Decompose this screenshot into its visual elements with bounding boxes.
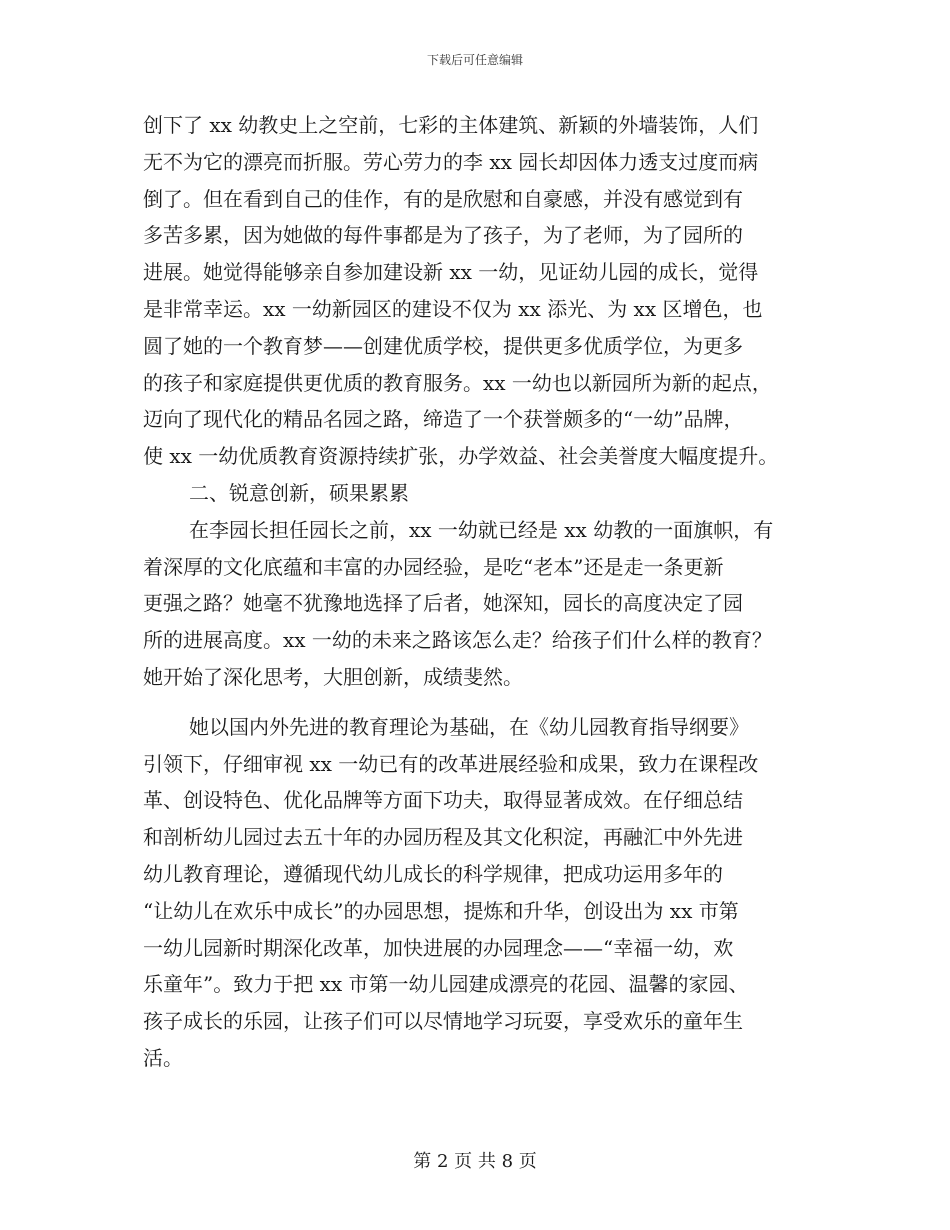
body-line: 一幼儿园新时期深化改革，加快进展的办园理念——“幸福一幼，欢 [143, 935, 734, 960]
body-line: 幼儿教育理论，遵循现代幼儿成长的科学规律，把成功运用多年的 [143, 861, 723, 886]
body-line: 她以国内外先进的教育理论为基础，在《幼儿园教育指导纲要》 [189, 714, 749, 739]
body-line: 是非常幸运。xx 一幼新园区的建设不仅为 xx 添光、为 xx 区增色，也 [143, 296, 763, 321]
body-line: 孩子成长的乐园，让孩子们可以尽情地学习玩耍，享受欢乐的童年生 [143, 1009, 743, 1034]
body-line: 在李园长担任园长之前，xx 一幼就已经是 xx 幼教的一面旗帜，有 [189, 517, 774, 542]
body-line: 倒了。但在看到自己的佳作，有的是欣慰和自豪感，并没有感觉到有 [143, 186, 743, 211]
body-line: 多苦多累，因为她做的每件事都是为了孩子，为了老师，为了园所的 [143, 223, 743, 248]
body-line: 进展。她觉得能够亲自参加建设新 xx 一幼，见证幼儿园的成长，觉得 [143, 260, 759, 285]
body-line: 所的进展高度。xx 一幼的未来之路该怎么走？给孩子们什么样的教育？ [143, 628, 772, 653]
body-line: 她开始了深化思考，大胆创新，成绩斐然。 [143, 664, 523, 689]
body-line: 活。 [143, 1045, 183, 1070]
body-line: 引领下，仔细审视 xx 一幼已有的改革进展经验和成果，致力在课程改 [143, 751, 759, 776]
body-line: 创下了 xx 幼教史上之空前，七彩的主体建筑、新颖的外墙装饰，人们 [143, 113, 759, 137]
section-heading: 二、锐意创新，硕果累累 [189, 480, 409, 505]
body-line: 的孩子和家庭提供更优质的教育服务。xx 一幼也以新园所为新的起点， [143, 370, 772, 395]
page-number: 第 2 页 共 8 页 [413, 1151, 537, 1172]
body-line: 着深厚的文化底蕴和丰富的办园经验，是吃“老本”还是走一条更新 [143, 554, 724, 579]
body-line: 革、创设特色、优化品牌等方面下功夫，取得显著成效。在仔细总结 [143, 788, 743, 813]
body-line: 乐童年”。致力于把 xx 市第一幼儿园建成漂亮的花园、温馨的家园、 [143, 972, 749, 997]
body-line: 迈向了现代化的精品名园之路，缔造了一个获誉颇多的“一幼”品牌， [143, 407, 744, 432]
page-header: 下载后可任意编辑 [426, 53, 523, 67]
body-line: “让幼儿在欢乐中成长”的办园思想，提炼和升华，创设出为 xx 市第 [143, 898, 739, 923]
body-line: 无不为它的漂亮而折服。劳心劳力的李 xx 园长却因体力透支过度而病 [143, 149, 759, 174]
document-body [143, 107, 823, 1077]
body-line: 和剖析幼儿园过去五十年的办园历程及其文化积淀，再融汇中外先进 [143, 825, 743, 850]
body-line: 使 xx 一幼优质教育资源持续扩张，办学效益、社会美誉度大幅度提升。 [143, 444, 779, 469]
body-line: 更强之路？她毫不犹豫地选择了后者，她深知，园长的高度决定了园 [143, 591, 743, 616]
body-line: 圆了她的一个教育梦——创建优质学校，提供更多优质学位，为更多 [143, 333, 743, 358]
